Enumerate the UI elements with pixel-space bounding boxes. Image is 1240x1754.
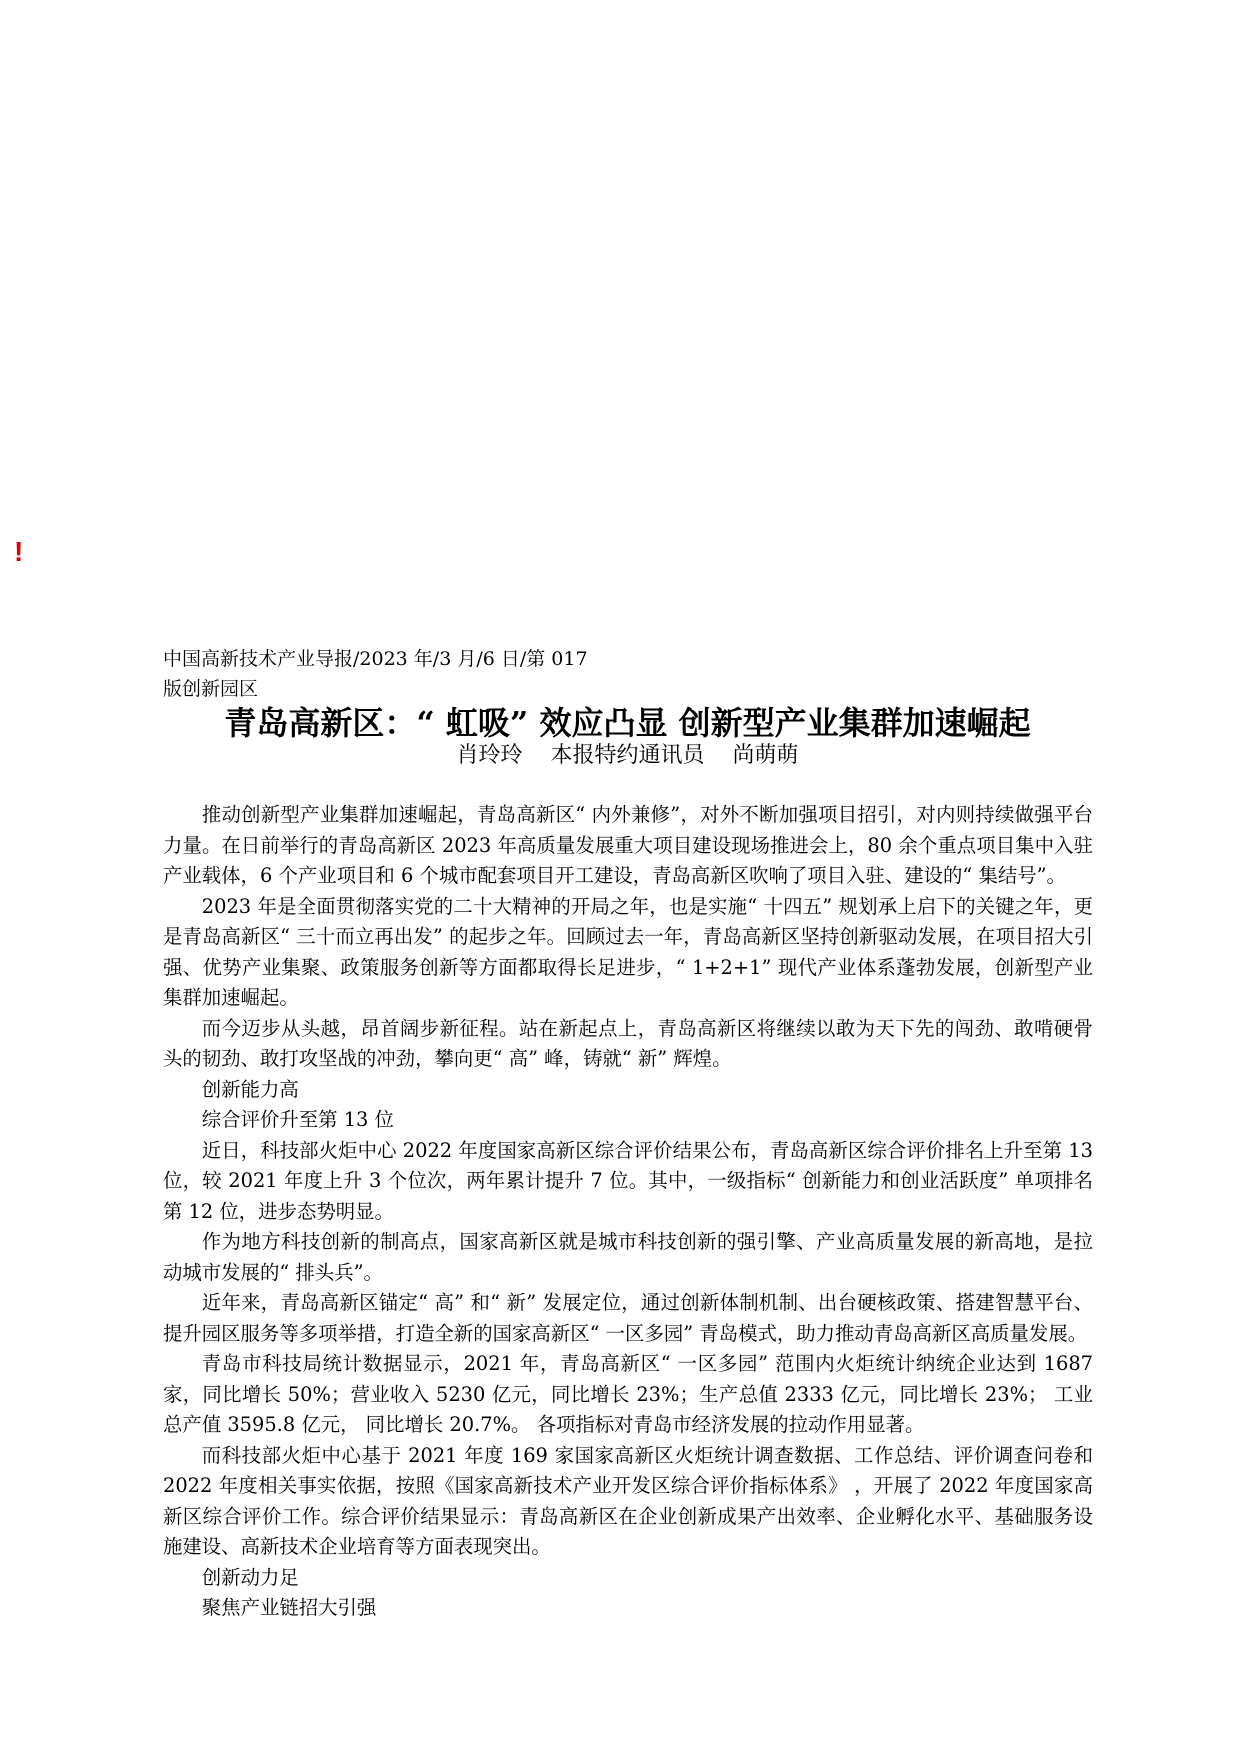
- section-line: 版创新园区: [163, 678, 259, 700]
- paragraph: 而科技部火炬中心基于 2021 年度 169 家国家高新区火炬统计调查数据、工作总结、评价调查问卷和 2022 年度相关事实依据，按照《国家高新技术产业开发区综合评价指标体系》 ，开展了 2022 年度国家高新区综合评价工作。综合评价结果显示：青岛高新区在企业创新成果产出效率、企业孵化水平、基础服务设施建设、高新技术企业培育等方面表现突出。: [163, 1443, 1093, 1558]
- article-byline: 肖玲玲 本报特约通讯员 尚萌萌: [456, 743, 799, 768]
- paragraph: 近年来，青岛高新区锚定“ 高” 和“ 新” 发展定位，通过创新体制机制、出台硬核政策、搭建智慧平台、提升园区服务等多项举措，打造全新的国家高新区“ 一区多园” 青岛模式，助力推动青岛高新区高质量发展。: [163, 1291, 1093, 1345]
- section-subheading: 综合评价升至第 13 位: [201, 1108, 394, 1131]
- publication-header: [163, 644, 1103, 704]
- article-body: [163, 800, 1093, 1624]
- paragraph: 2023 年是全面贯彻落实党的二十大精神的开局之年，也是实施“ 十四五” 规划承上启下的关键之年，更是青岛高新区“ 三十而立再出发” 的起步之年。回顾过去一年，青岛高新区坚持创新驱动发展，在项目招大引强、优势产业集聚、政策服务创新等方面都取得长足进步，“ 1+2+1” 现代产业体系蓬勃发展，创新型产业集群加速崛起。: [163, 894, 1093, 1009]
- red-exclamation-mark: !: [14, 536, 24, 567]
- paragraph: 近日，科技部火炬中心 2022 年度国家高新区综合评价结果公布，青岛高新区综合评价排名上升至第 13 位，较 2021 年度上升 3 个位次，两年累计提升 7 位。其中，一级指标“ 创新能力和创业活跃度” 单项排名第 12 位，进步态势明显。: [163, 1138, 1093, 1223]
- paragraph: 而今迈步从头越，昂首阔步新征程。站在新起点上，青岛高新区将继续以敢为天下先的闯劲、敢啃硬骨头的韧劲、敢打攻坚战的冲劲，攀向更“ 高” 峰，铸就“ 新” 辉煌。: [163, 1016, 1093, 1070]
- section-subheading: 聚焦产业链招大引强: [201, 1596, 377, 1619]
- section-heading: 创新动力足: [201, 1565, 299, 1589]
- paragraph: 作为地方科技创新的制高点，国家高新区就是城市科技创新的强引擎、产业高质量发展的新高地，是拉动城市发展的“ 排头兵”。: [163, 1230, 1093, 1284]
- paragraph: 青岛市科技局统计数据显示，2021 年，青岛高新区“ 一区多园” 范围内火炬统计纳统企业达到 1687 家，同比增长 50%；营业收入 5230 亿元，同比增长 23%；生产总值 2333 亿元，同比增长 23%； 工业总产值 3595.8 亿元， 同比增长 20.7%。 各项指标对青岛市经济发展的拉动作用显著。: [163, 1352, 1093, 1436]
- section-heading: 创新能力高: [201, 1077, 299, 1101]
- paragraph: 推动创新型产业集群加速崛起，青岛高新区“ 内外兼修”，对外不断加强项目招引，对内则持续做强平台力量。在日前举行的青岛高新区 2023 年高质量发展重大项目建设现场推进会上，80 余个重点项目集中入驻产业载体，6 个产业项目和 6 个城市配套项目开工建设，青岛高新区吹响了项目入驻、建设的“ 集结号”。: [163, 803, 1093, 887]
- source-line: 中国高新技术产业导报/2023 年/3 月/6 日/第 017: [163, 648, 588, 670]
- article-title: 青岛高新区：“ 虹吸” 效应凸显 创新型产业集群加速崛起: [224, 704, 1031, 742]
